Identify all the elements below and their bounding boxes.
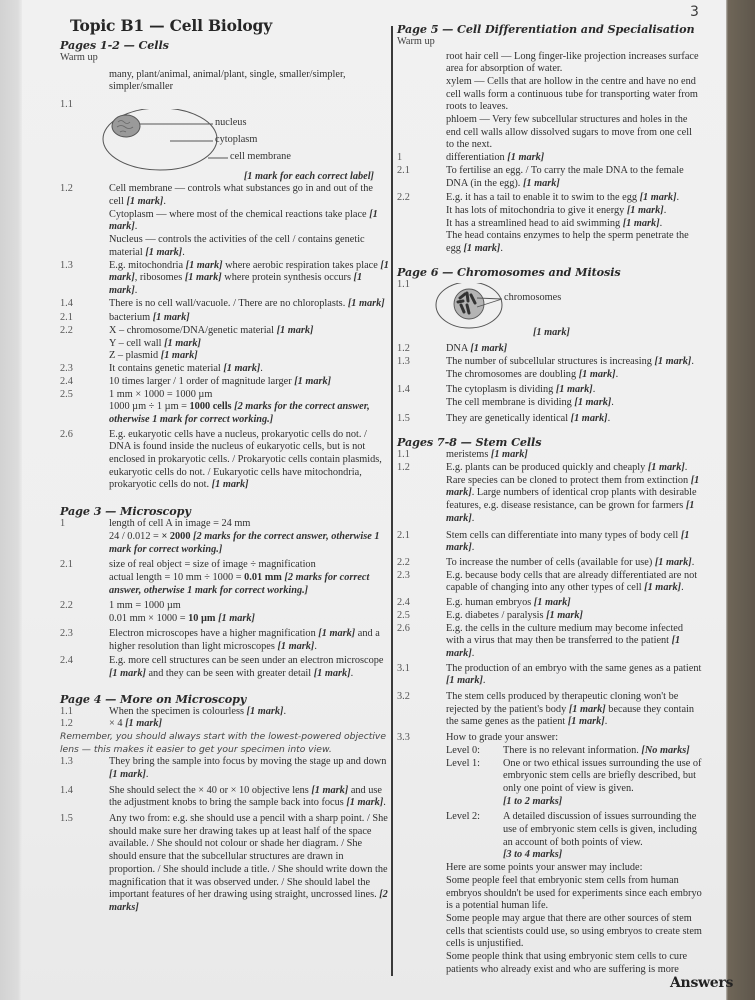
- answer-2-1: size of real object = size of image ÷ magnification actual length = 10 mm ÷ 1000 = 0.01 mm [2 marks for correct answer, otherwise 1 mark for correct working.]: [109, 559, 370, 596]
- question-number: 1.2: [60, 183, 73, 195]
- question-number: 1.3: [397, 355, 410, 367]
- answer-1: differentiation [1 mark]: [446, 152, 545, 164]
- answer-2-2: To increase the number of cells (available for use) [1 mark].: [446, 557, 695, 568]
- answer-2-4: E.g. more cell structures can be seen under an electron microscope [1 mark] and they can be seen with greater detail [1 mark].: [109, 655, 384, 679]
- question-number: 2.2: [60, 325, 73, 337]
- question-number: 2.1: [60, 559, 73, 571]
- level-label: Level 0:: [446, 744, 481, 756]
- question-number: 2.2: [60, 600, 73, 612]
- label-cytoplasm: cytoplasm: [215, 133, 258, 145]
- question-number: 1.5: [60, 813, 73, 825]
- section-cells: [60, 38, 390, 492]
- section-heading: Pages 7-8 — Stem Cells: [397, 435, 542, 450]
- chromosome-cell-icon: [397, 283, 697, 329]
- answer-3-2: The stem cells produced by therapeutic cloning won't be rejected by the patient's body [1 mark] because they contain the same genes as the patient [1 mark].: [446, 691, 695, 728]
- points-intro: Here are some points your answer may include:: [446, 862, 643, 874]
- section-stem-cells: [397, 435, 702, 976]
- answer-1: length of cell A in image = 24 mm 24 / 0.012 = × 2000 [2 marks for the correct answer, otherwise 1 mark for correct working.]: [109, 518, 380, 555]
- answer-1-4: She should select the × 40 or × 10 objective lens [1 mark] and use the adjustment knobs to bring the sample back into focus [1 mark].: [109, 784, 386, 809]
- answer-1-2: × 4 [1 mark]: [109, 718, 163, 730]
- point-item: Some people think that using embryonic stem cells to cure patients who already exist and who are suffering is more: [446, 951, 688, 975]
- warm-up-item: phloem — Very few subcellular structures and holes in the end cell walls allow dissolved sugars to move from one cell to the next.: [446, 114, 692, 151]
- answer-1-3: They bring the sample into focus by moving the stage up and down [1 mark].: [109, 756, 387, 780]
- question-number: 1.2: [397, 462, 410, 474]
- footer-answers-label: Answers: [670, 975, 734, 991]
- warm-up-item: root hair cell — Long finger-like projection increases surface area for absorption of water.: [446, 50, 699, 75]
- answer-1-2: E.g. plants can be produced quickly and cheaply [1 mark]. Rare species can be cloned to protect them from extinction [1 mark]. Large numbers of identical crop plants with desirable features, e.g. disease resistance, can be grown for farmers [1 mark].: [446, 462, 700, 524]
- section-differentiation: [397, 22, 702, 256]
- warm-up-answer: many, plant/animal, animal/plant, single, smaller/simpler, simpler/smaller: [109, 68, 346, 93]
- question-number: 2.3: [397, 569, 410, 581]
- label-cell-membrane: cell membrane: [230, 150, 291, 162]
- answer-2-3: It contains genetic material [1 mark].: [109, 363, 263, 375]
- question-number: 2.3: [60, 363, 73, 375]
- question-number: 2.1: [60, 312, 73, 324]
- question-number: 2.6: [60, 428, 73, 440]
- grading-levels: [446, 745, 702, 862]
- mark-allocation: [1 mark for each correct label]: [243, 170, 374, 182]
- warm-up-item: xylem — Cells that are hollow in the centre and have no end cell walls form a continuous tube for transporting water from roots to leaves.: [446, 75, 698, 113]
- answer-2-4: E.g. human embryos [1 mark]: [446, 597, 571, 609]
- question-number: 3.3: [397, 732, 410, 744]
- dividing-cell-diagram: [397, 283, 702, 327]
- answer-1-1: When the specimen is colourless [1 mark].: [109, 705, 287, 717]
- mark-allocation: [1 mark]: [533, 327, 570, 339]
- section-heading: Page 4 — More on Microscopy: [60, 691, 247, 706]
- question-number: 1.5: [397, 412, 410, 424]
- section-heading: Page 3 — Microscopy: [60, 504, 191, 519]
- question-number: 1.1: [60, 98, 73, 110]
- level-label: Level 1:: [446, 757, 481, 769]
- question-number: 1.1: [397, 278, 410, 290]
- question-number: 1.1: [60, 705, 73, 717]
- tip-note: Remember, you should always start with the lowest-powered objective lens — this makes it easier to get your specimen into view.: [60, 731, 387, 755]
- answer-2-5: E.g. diabetes / paralysis [1 mark]: [446, 609, 583, 621]
- answer-1-4: The cytoplasm is dividing [1 mark]. The cell membrane is dividing [1 mark].: [446, 384, 614, 408]
- topic-title: Topic B1 — Cell Biology: [70, 16, 273, 35]
- question-number: 1.4: [60, 297, 73, 309]
- answer-2-1: To fertilise an egg. / To carry the male DNA to the female DNA (in the egg). [1 mark]: [446, 164, 684, 189]
- grading-intro: How to grade your answer:: [446, 732, 559, 744]
- point-item: Some people feel that embryonic stem cells from human embryos shouldn't be used for experiments since each embryo is a potential human life.: [446, 874, 702, 912]
- question-number: 2.1: [397, 529, 410, 541]
- answer-1-3: E.g. mitochondria [1 mark] where aerobic respiration takes place [1 mark], ribosomes [1 mark] where protein synthesis occurs [1 mark].: [109, 259, 389, 296]
- question-number: 2.4: [60, 375, 73, 387]
- question-number: 2.3: [60, 627, 73, 639]
- answer-1-4: There is no cell wall/vacuole. / There are no chloroplasts. [1 mark]: [109, 297, 385, 309]
- left-column: [60, 16, 390, 915]
- level-description: One or two ethical issues surrounding the use of embryonic stem cells are briefly described, but only one point of view is given. [1 to 2 marks]: [503, 757, 702, 807]
- warm-up-label: Warm up: [60, 52, 98, 63]
- answer-2-3: Electron microscopes have a higher magnification [1 mark] and a higher resolution than light microscopes [1 mark].: [109, 627, 380, 652]
- answer-3-3: [446, 732, 702, 976]
- answer-2-1: Stem cells can differentiate into many types of body cell [1 mark].: [446, 529, 690, 554]
- right-column: [397, 22, 702, 977]
- page-number: 3: [690, 4, 699, 20]
- warm-up-label: Warm up: [397, 36, 435, 47]
- answer-1-2: Cell membrane — controls what substances go in and out of the cell [1 mark]. Cytoplasm — where most of the chemical reactions take place [1 mark]. Nucleus — controls the activities of the cell / contains genetic material [1 mark].: [109, 183, 378, 258]
- question-number: 2.4: [60, 655, 73, 667]
- question-number: 3.2: [397, 691, 410, 703]
- column-divider: [391, 26, 393, 976]
- question-number: 1.3: [60, 756, 73, 768]
- answer-2-2: X – chromosome/DNA/genetic material [1 mark] Y – cell wall [1 mark] Z – plasmid [1 mark]: [109, 325, 314, 362]
- question-number: 2.2: [397, 557, 410, 568]
- answer-2-6: E.g. eukaryotic cells have a nucleus, prokaryotic cells do not. / DNA is found inside the nucleus of eukaryotic cells, but is not enclosed in prokaryotic cells. / Prokaryotic cells contain plasmids, eukaryotic cells do not. / Eukaryotic cells have mitochondria, prokaryotic cells do not. [1 mark]: [109, 428, 382, 491]
- question-number: 2.2: [397, 192, 410, 204]
- answer-2-1: bacterium [1 mark]: [109, 312, 190, 324]
- answer-2-2: 1 mm = 1000 µm 0.01 mm × 1000 = 10 µm [1 mark]: [109, 600, 255, 625]
- section-mitosis: [397, 265, 702, 426]
- section-more-microscopy: [60, 692, 390, 915]
- section-heading: Pages 1-2 — Cells: [60, 38, 169, 52]
- answer-3-1: The production of an embryo with the same genes as a patient [1 mark].: [446, 662, 702, 687]
- answer-2-5: 1 mm × 1000 = 1000 µm 1000 µm ÷ 1 µm = 1000 cells [2 marks for the correct answer, otherwise 1 mark for correct working.]: [109, 388, 370, 425]
- question-number: 2.4: [397, 597, 410, 609]
- section-heading: Page 5 — Cell Differentiation and Specialisation: [397, 22, 695, 36]
- answer-2-2: E.g. it has a tail to enable it to swim to the egg [1 mark]. It has lots of mitochondria to give it energy [1 mark]. It has a streamlined head to aid swimming [1 mark]. The head contains enzymes to help the sperm penetrate the egg [1 mark].: [446, 192, 689, 255]
- animal-cell-diagram: [60, 109, 390, 171]
- question-number: 2.6: [397, 622, 410, 634]
- question-number: 2.5: [397, 609, 410, 621]
- answer-2-4: 10 times larger / 1 order of magnitude larger [1 mark]: [109, 375, 332, 387]
- question-number: 1: [397, 152, 403, 164]
- answer-1-3: The number of subcellular structures is increasing [1 mark]. The chromosomes are doubling [1 mark].: [446, 355, 694, 380]
- label-chromosomes: chromosomes: [504, 292, 562, 304]
- question-number: 1.1: [397, 449, 410, 461]
- question-number: 1.2: [60, 718, 73, 730]
- question-number: 2.5: [60, 388, 73, 400]
- question-number: 2.1: [397, 164, 410, 176]
- level-description: A detailed discussion of issues surrounding the use of embryonic stem cells is given, including an account of both points of view. [3 to 4 marks]: [503, 811, 697, 861]
- level-description: There is no relevant information. [No marks]: [503, 744, 690, 756]
- answer-2-3: E.g. because body cells that are already differentiated are not capable of changing into any other types of cell [1 mark].: [446, 569, 698, 594]
- question-number: 1.4: [60, 784, 73, 796]
- answer-1-5: Any two from: e.g. she should use a pencil with a sharp point. / She should make sure her drawing takes up at least half of the space available. / She should not colour or shade her diagram. / She should ensure that the subcellular structures are drawn in proportion. / She should include a title. / She should write down the magnification that it was observed under. / She should label the important features of her drawing using straight, uncrossed lines. [2 marks]: [109, 813, 388, 913]
- section-heading: Page 6 — Chromosomes and Mitosis: [397, 264, 621, 279]
- section-microscopy: [60, 504, 390, 680]
- answer-2-6: E.g. the cells in the culture medium may become infected with a virus that may then be transferred to the patient [1 mark].: [446, 622, 684, 659]
- question-number: 1.3: [60, 259, 73, 271]
- question-number: 1.4: [397, 384, 410, 396]
- question-number: 3.1: [397, 662, 410, 674]
- answer-1-2: DNA [1 mark]: [446, 343, 508, 355]
- label-nucleus: nucleus: [215, 116, 247, 128]
- point-item: Some people may argue that there are other sources of stem cells that scientists could use, so using embryos to create stem cells is unjustified.: [446, 912, 702, 950]
- level-label: Level 2:: [446, 811, 481, 823]
- question-number: 1: [60, 518, 66, 530]
- answer-1-5: They are genetically identical [1 mark].: [446, 412, 611, 424]
- answer-1-1: meristems [1 mark]: [446, 449, 528, 461]
- question-number: 1.2: [397, 343, 410, 355]
